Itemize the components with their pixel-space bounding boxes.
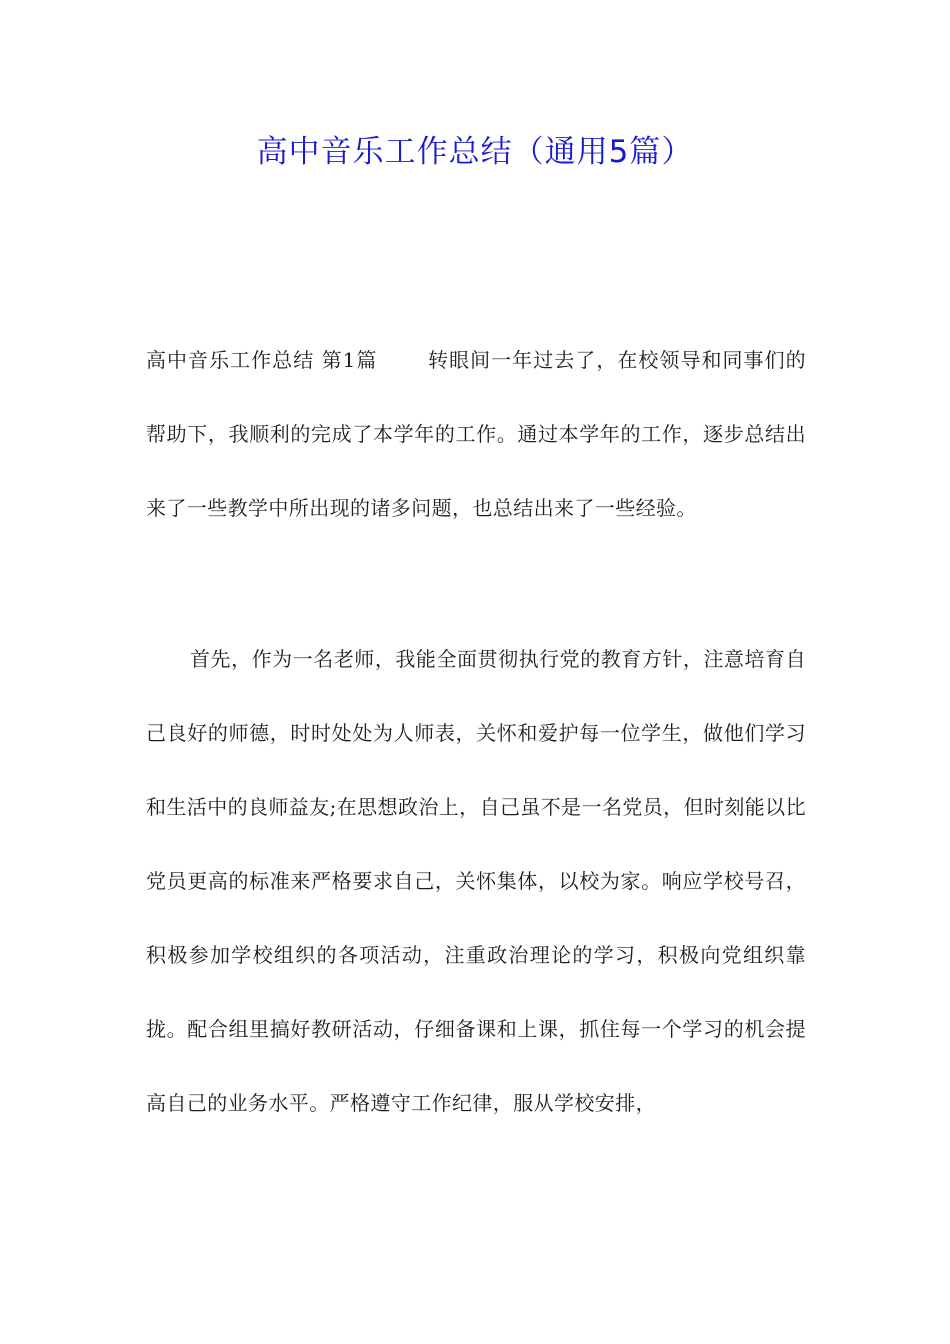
- document-title: 高中音乐工作总结（通用5篇）: [256, 134, 694, 170]
- paragraph-1-text: 转眼间一年过去了，在校领导和同事们的帮助下，我顺利的完成了本学年的工作。通过本学年的工作，逐步总结出来了一些教学中所出现的诸多问题，也总结出来了一些经验。: [146, 348, 806, 520]
- section-heading: 高中音乐工作总结 第1篇: [146, 348, 378, 372]
- paragraph-2: 首先，作为一名老师，我能全面贯彻执行党的教育方针，注意培育自己良好的师德，时时处处为人师表，关怀和爱护每一位学生，做他们学习和生活中的良师益友;在思想政治上，自己虽不是一名党员，但时刻能以比党员更高的标准来严格要求自己，关怀集体，以校为家。响应学校号召，积极参加学校组织的各项活动，注重政治理论的学习，积极向党组织靠拢。配合组里搞好教研活动，仔细备课和上课，抓住每一个学习的机会提高自己的业务水平。严格遵守工作纪律，服从学校安排，: [146, 647, 806, 1115]
- paragraph-1: [146, 323, 806, 545]
